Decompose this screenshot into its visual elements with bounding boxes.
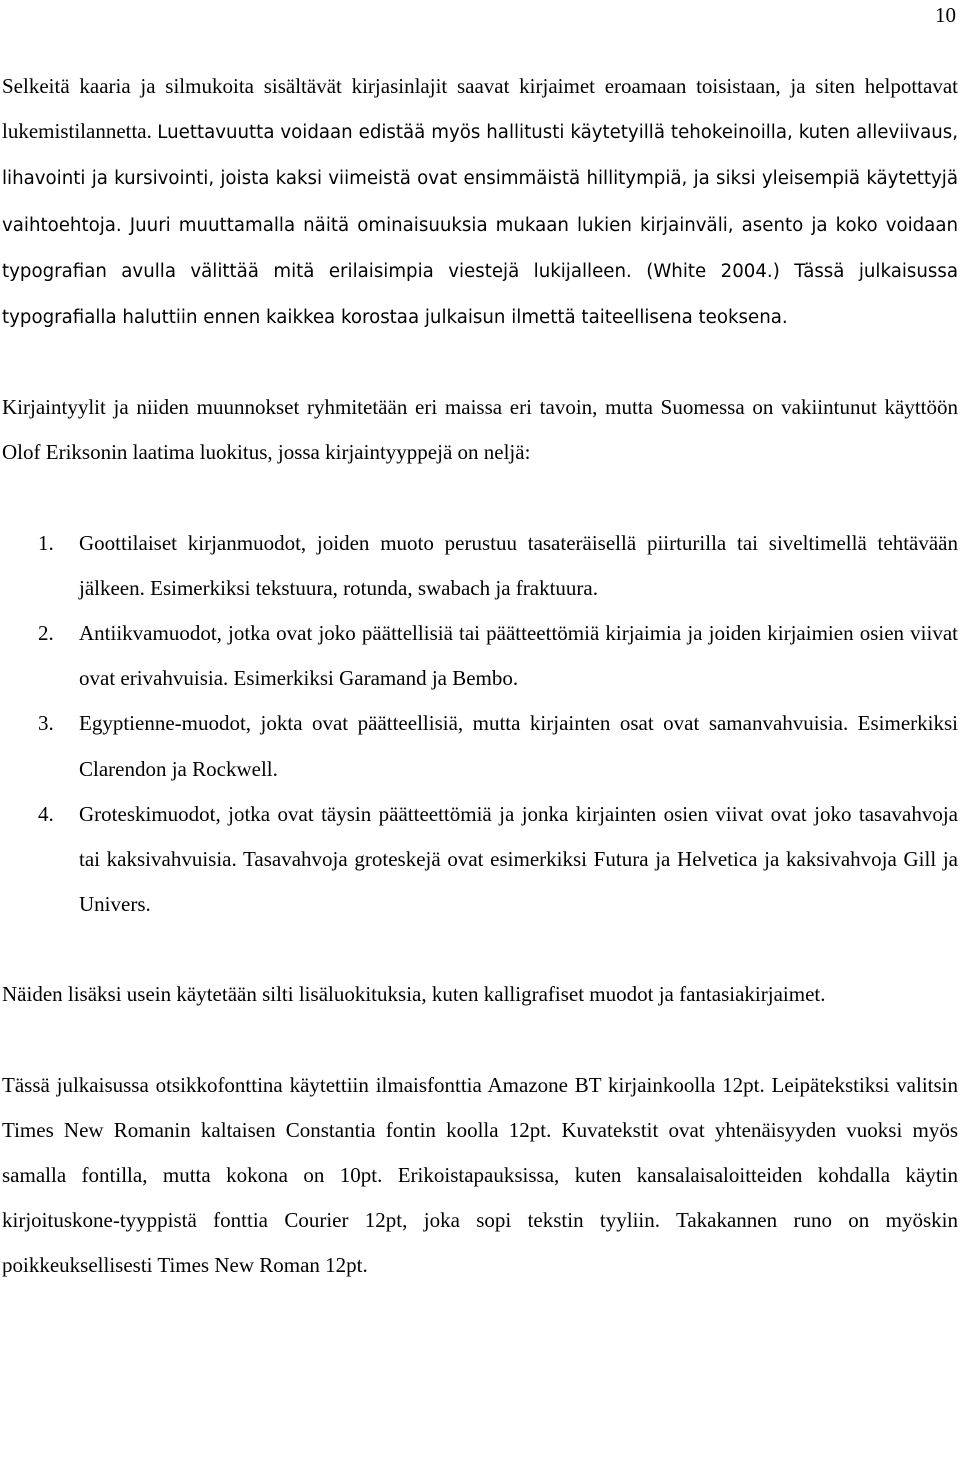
list-item <box>2 792 958 928</box>
paragraph-legibility <box>2 64 958 340</box>
list-item-text: Egyptienne-muodot, jokta ovat päätteellisiä, mutta kirjainten osat ovat samanvahvuisia. Esimerkiksi Clarendon ja Rockwell. <box>79 711 958 781</box>
paragraph-fonts-used: Tässä julkaisussa otsikkofonttina käytettiin ilmaisfonttia Amazone BT kirjainkoolla 12pt. Leipätekstiksi valitsin Times New Romanin kaltaisen Constantia fontin koolla 12pt. Kuvatekstit ovat yhtenäisyyden vuoksi myös samalla fontilla, mutta kokona on 10pt. Erikoistapauksissa, kuten kansalaisaloitteiden kohdalla käytin kirjoituskone-tyyppistä fonttia Courier 12pt, joka sopi tekstin tyyliin. Takakannen runo on myöskin poikkeuksellisesti Times New Roman 12pt. <box>2 1072 958 1278</box>
list-item-number: 1. <box>38 530 54 555</box>
document-body <box>2 64 958 1289</box>
list-item-number: 3. <box>38 711 54 736</box>
list-item-text: Groteskimuodot, jotka ovat täysin päätteettömiä ja jonka kirjainten osien viivat ovat joko tasavahvoja tai kaksivahvuisia. Tasavahvoja groteskejä ovat esimerkiksi Futura ja Helvetica ja kaksivahvoja Gill ja Univers. <box>79 801 958 917</box>
list-item-text: Antiikvamuodot, jotka ovat joko päättellisiä tai päätteettömiä kirjaimia ja joiden kirjaimien osien viivat ovat erivahvuisia. Esimerkiksi Garamand ja Bembo. <box>79 621 958 691</box>
paragraph-gap <box>2 927 958 972</box>
list-item-number: 2. <box>38 621 54 646</box>
paragraph-gap <box>2 340 958 385</box>
typeface-type-list <box>2 521 958 928</box>
paragraph-legibility-serif: Selkeitä kaaria ja silmukoita sisältävät kirjasinlajit saavat kirjaimet eroamaan toisistaan, ja siten helpottavat lukemistilannetta. <box>2 74 958 144</box>
paragraph-legibility-sans: Luettavuutta voidaan edistää myös hallitusti käytetyillä tehokeinoilla, kuten alleviivaus, lihavointi ja kursivointi, joista kaksi viimeistä ovat ensimmäistä hillitympiä, ja siksi yleisempiä käytettyjä vaihtoehtoja. Juuri muuttamalla näitä ominaisuuksia mukaan lukien kirjainväli, asento ja koko voidaan typografian avulla välittää mitä erilaisimpia viestejä lukijalleen. (White 2004.) Tässä julkaisussa typografialla haluttiin ennen kaikkea korostaa julkaisun ilmettä taiteellisena teoksena. <box>2 122 959 329</box>
list-item-text: Goottilaiset kirjanmuodot, joiden muoto perustuu tasateräisellä piirturilla tai siveltimellä tehtävään jälkeen. Esimerkiksi tekstuura, rotunda, swabach ja fraktuura. <box>79 530 958 600</box>
paragraph-additional-classes: Näiden lisäksi usein käytetään silti lisäluokituksia, kuten kalligrafiset muodot ja fantasiakirjaimet. <box>2 982 826 1007</box>
paragraph-gap <box>2 476 958 521</box>
page-number: 10 <box>935 3 956 27</box>
list-item <box>2 611 958 701</box>
paragraph-classification-intro: Kirjaintyylit ja niiden muunnokset ryhmitetään eri maissa eri tavoin, mutta Suomessa on vakiintunut käyttöön Olof Eriksonin laatima luokitus, jossa kirjaintyyppejä on neljä: <box>2 395 958 465</box>
list-item <box>2 701 958 791</box>
paragraph-gap <box>2 1018 958 1063</box>
list-item-number: 4. <box>38 801 54 826</box>
list-item <box>2 521 958 611</box>
